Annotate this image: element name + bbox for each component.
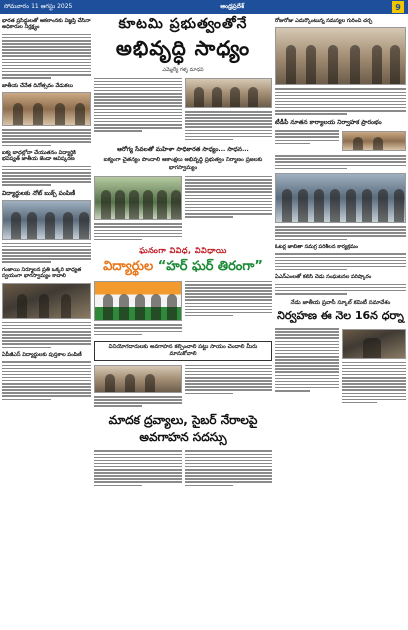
text-block — [275, 253, 406, 270]
text-block — [185, 365, 273, 394]
masthead-date: సోమవారం 11 ఆగస్టు 2025 — [4, 3, 73, 10]
left-article1-headline: భారత ప్రసిద్ధులతో ఆకలాంనకు విజ్ఞప్తి చేసినా అధికారుల నిర్లక్ష్యం — [2, 18, 91, 31]
photo-union-leader — [342, 329, 406, 359]
photo-weaving — [2, 92, 91, 126]
text-block — [185, 450, 273, 486]
photo-awareness — [2, 283, 91, 319]
text-block — [2, 361, 91, 400]
left-article5-headline: గంజాయి నిర్మూలన ప్రతి ఒక్కరి బాధ్యత స్వయంగా భాగస్వామ్యం కావాలి — [2, 266, 82, 280]
text-block — [94, 396, 182, 407]
text-block — [185, 111, 273, 140]
right-article4-headline: ఏఎన్ఎంలతో కలిసి చెడు సంఘటనల పరిష్కారం — [275, 274, 372, 281]
campaign-headline-students: విద్యార్థుల — [103, 259, 158, 275]
photo-office-opening — [342, 131, 406, 151]
campaign-headline-tiranga: “హర్ ఘర్ తిరంగా” — [157, 259, 263, 275]
column-center — [94, 16, 272, 490]
campaign-headline-line1: ఘనంగా వివిధ, వివిధాయి — [139, 246, 227, 256]
text-block — [275, 328, 339, 391]
left-article2-headline: జాతీయ చేనేత దినోత్సవం వేడుకలు — [2, 82, 73, 89]
drug-awareness-headline: మాదక ద్రవ్యాలు, సైబర్ నేరాలపై అవగాహన సదస్సు — [108, 412, 258, 444]
photo-party-meeting — [275, 173, 406, 223]
campaign-body — [94, 279, 272, 339]
text-block — [94, 223, 182, 240]
text-block — [2, 322, 91, 348]
text-block — [185, 281, 273, 317]
right-article2-headline: టీడీపీ నూతన కార్యాలయ నిర్వాహక ప్రారంభం — [275, 118, 382, 126]
photo-consumer-meeting — [94, 365, 182, 393]
left-article4-headline: విద్యార్థులకు నోట్ బుక్స్ పంపిణీ — [2, 189, 76, 197]
lead-banner — [94, 16, 272, 65]
left-article6-headline: ఏపీజీఎస్ విద్యార్థులకు పుస్తకాల పంపిణీ — [2, 352, 82, 358]
photo-notebooks — [2, 200, 91, 240]
text-block — [94, 450, 182, 486]
column-left — [2, 16, 91, 404]
text-block — [275, 155, 406, 169]
right-article3-headline: ఓటర్ల జాబితా సమగ్ర పరిశీలన కార్యక్రమం — [275, 244, 359, 250]
masthead-bar — [0, 0, 408, 14]
text-block — [185, 176, 273, 218]
photo-mla-meeting — [185, 78, 273, 108]
center-mid-subheadline: ఐక్యంగా చైతన్యం పొందాలి ఆకాంక్షలు అభివృద్ధి ప్రభుత్వం నిర్మాణం ప్రజలకు భాగస్వామ్యం — [103, 157, 263, 172]
text-block — [275, 226, 406, 240]
lead-body — [94, 76, 272, 144]
dharna-date-headline: నిర్వహణ ఈ నెల 16న ధర్నా — [277, 308, 404, 322]
page-number: 9 — [392, 1, 404, 13]
consumer-box — [94, 341, 272, 361]
photo-flag-rally — [94, 281, 182, 321]
text-block — [275, 88, 406, 114]
lead-byline: ఎమ్మెల్యే గళ్ళ మాధవి — [162, 67, 204, 73]
text-block — [2, 129, 91, 146]
column-right — [275, 16, 406, 407]
text-block — [94, 324, 182, 335]
consumer-body — [94, 363, 272, 411]
photo-discussion — [275, 27, 406, 85]
left-article3-headline: ఐక్య బాధల్లోనా చేయుతనం విద్యార్థికి భవిష్యత్ జాతీయ జెండా ఆవిష్కరణ — [2, 150, 76, 163]
dharna-body — [275, 327, 406, 408]
lead-headline-line1: కూటమి ప్రభుత్వంతోనే — [118, 16, 248, 32]
text-block — [275, 130, 339, 144]
text-block — [2, 166, 91, 186]
text-block — [275, 284, 406, 295]
center-mid-headline: ఆరోగ్య సేవలతో మహిళా సాధికారత సాధ్యం... సాధన... — [117, 146, 249, 154]
photo-health-camp — [94, 176, 182, 220]
masthead-section: ఆంధ్రప్రదేశ్ — [220, 3, 245, 10]
text-block — [94, 78, 182, 132]
meeting-headline: నేడు జాతీయ ప్రవాసీ స్కూల్ కమిటీ సమావేశం — [290, 299, 391, 306]
text-block — [2, 243, 91, 263]
text-block — [342, 362, 406, 404]
right-article2-body — [275, 129, 406, 154]
lead-headline-line2: అభివృద్ధి సాధ్యం — [115, 36, 251, 60]
right-article1-headline: రోజురోజు ఎదుర్కొంటున్న సమస్యల గురించి చర్చ — [275, 18, 373, 24]
consumer-box-title: వినియోగదారులకు అవగాహన కల్పించాలి పట్టు సాయం చెందాలి మీరు మానుకోవాలి — [108, 344, 258, 358]
text-block — [2, 34, 91, 79]
campaign-headline-line2 — [94, 259, 272, 277]
drug-body — [94, 449, 272, 490]
mid-body — [94, 174, 272, 244]
